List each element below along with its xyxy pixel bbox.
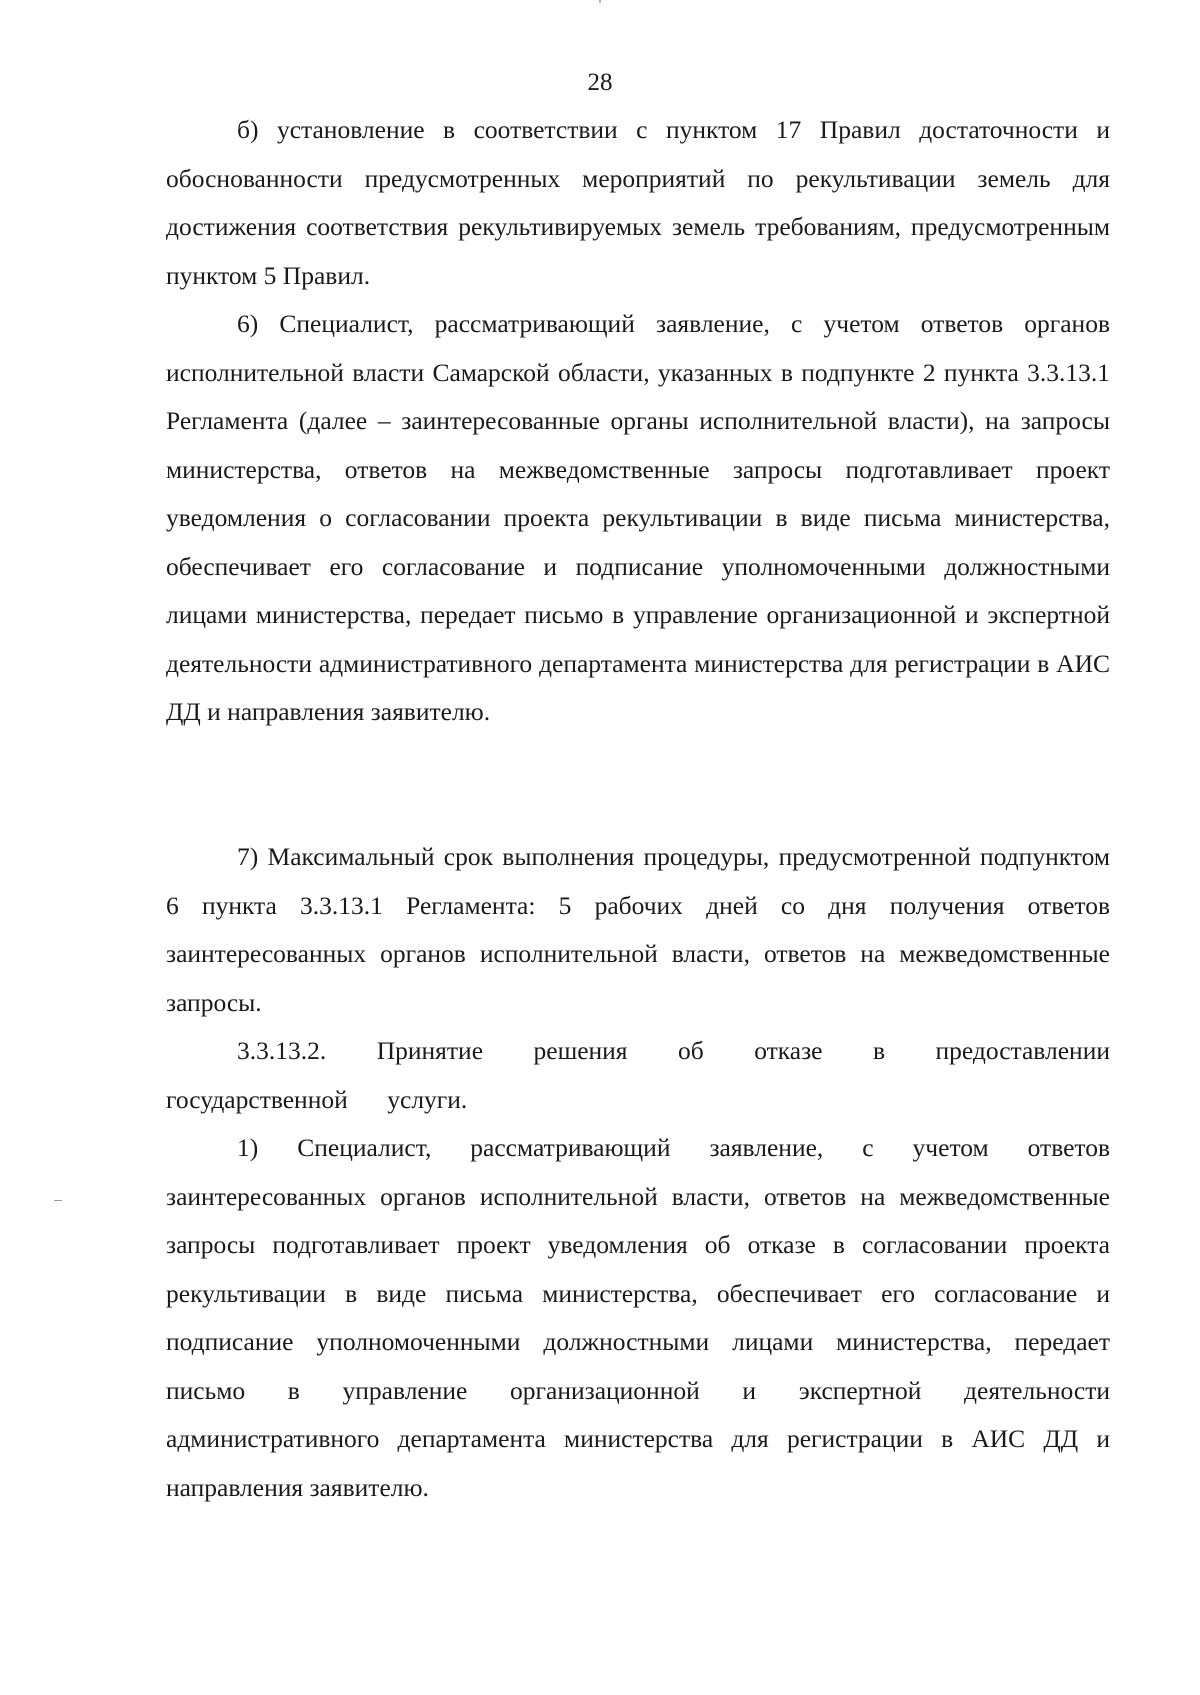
paragraph-block <box>166 1124 1110 1512</box>
page-number: 28 <box>587 69 613 96</box>
paragraph-block <box>166 106 1110 300</box>
scan-speck <box>599 0 601 3</box>
section-heading-3-3-13-2: 3.3.13.2. Принятие решения об отказе в предоставлении государственной услуги. <box>166 1036 1110 1114</box>
paragraph-1: 1) Специалист, рассматривающий заявление, с учетом ответов заинтересованных органов исполнительной власти, ответов на межведомственные запросы подготавливает проект уведомления об отказе в согласовании проекта рекультивации в виде письма министерства, обеспечивает его согласование и подписание уполномоченными должностными лицами министерства, передает письмо в управление организационной и экспертной деятельности административного департамента министерства для регистрации в АИС ДД и направления заявителю. <box>166 1133 1110 1502</box>
paragraph-b: б) установление в соответствии с пунктом 17 Правил достаточности и обоснованности предусмотренных мероприятий по рекультивации земель для достижения соответствия рекультивируемых земель требованиям, предусмотренным пунктом 5 Правил. <box>166 115 1110 290</box>
paragraph-7: 7) Максимальный срок выполнения процедуры, предусмотренной подпунктом 6 пункта 3.3.13.1 Регламента: 5 рабочих дней со дня получения ответов заинтересованных органов исполнительной власти, ответов на межведомственные запросы. <box>166 842 1110 1017</box>
scan-margin-mark <box>54 1200 62 1201</box>
paragraph-block <box>166 833 1110 1027</box>
paragraph-block <box>166 1027 1110 1124</box>
paragraph-block <box>166 300 1110 737</box>
paragraph-6: 6) Специалист, рассматривающий заявление, с учетом ответов органов исполнительной власти Самарской области, указанных в подпункте 2 пункта 3.3.13.1 Регламента (далее – заинтересованные органы исполнительной власти), на запросы министерства, ответов на межведомственные запросы подготавливает проект уведомления о согласовании проекта рекультивации в виде письма министерства, обеспечивает его согласование и подписание уполномоченными должностными лицами министерства, передает письмо в управление организационной и экспертной деятельности административного департамента министерства для регистрации в АИС ДД и направления заявителю. <box>166 309 1110 726</box>
